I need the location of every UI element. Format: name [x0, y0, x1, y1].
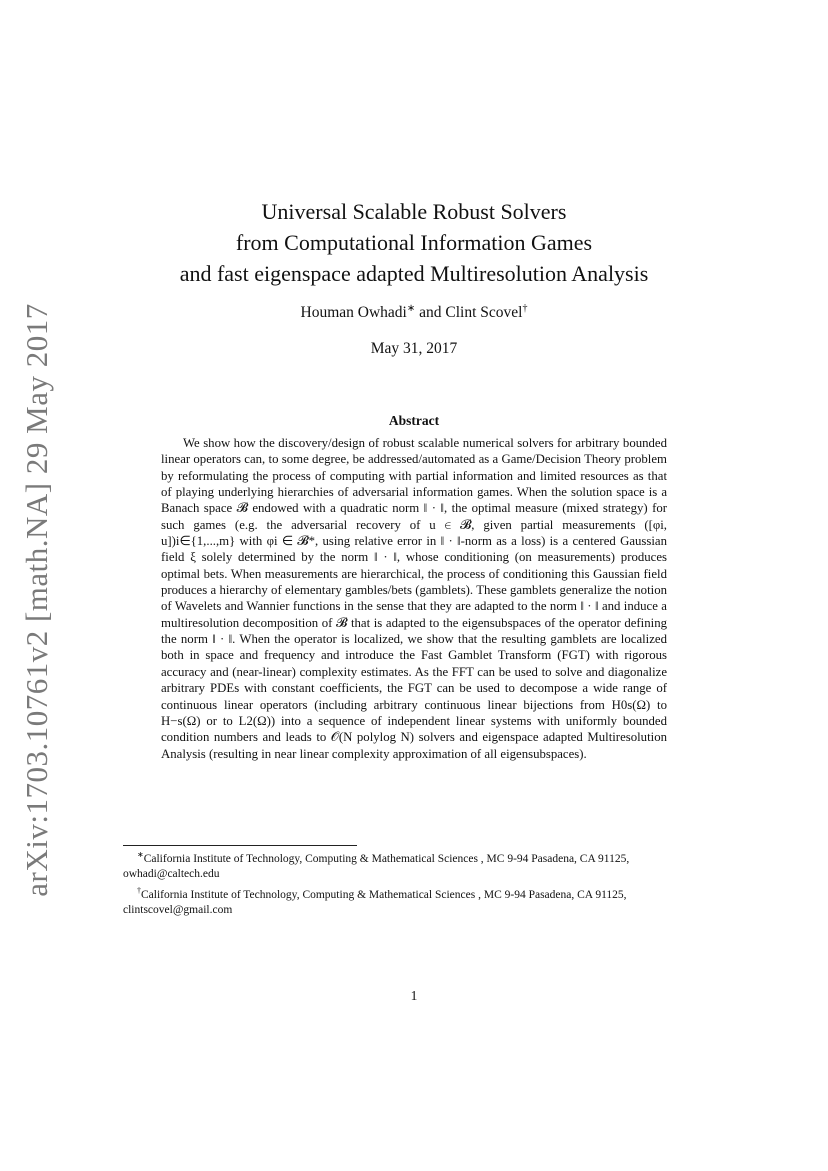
footnote-mark: †	[137, 886, 141, 896]
abstract-paragraph: We show how the discovery/design of robust scalable numerical solvers for arbitrary bounded linear operators can, to some degree, be addressed/automated as a Game/Decision Theory problem by reformulating the process of computing with partial information and limited resources as that of playing underlying hierarchies of adversarial information games. When the solution space is a Banach space 𝓑 endowed with a quadratic norm ‖ · ‖, the optimal measure (mixed strategy) for such games (e.g. the adversarial recovery of u ∈ 𝓑, given partial measurements ([φi, u])i∈{1,...,m} with φi ∈ 𝓑*, using relative error in ‖ · ‖-norm as a loss) is a centered Gaussian field ξ solely determined by the norm ‖ · ‖, whose conditioning (on measurements) produces optimal bets. When measurements are hierarchical, the process of conditioning this Gaussian field produces a hierarchy of elementary gambles/bets (gamblets). These gamblets generalize the notion of Wavelets and Wannier functions in the sense that they are adapted to the norm ‖ · ‖ and induce a multiresolution decomposition of 𝓑 that is adapted to the eigensubspaces of the operator defining the norm ‖ · ‖. When the operator is localized, we show that the resulting gamblets are localized both in space and frequency and introduce the Fast Gamblet Transform (FGT) with rigorous accuracy and (near-linear) complexity estimates. As the FFT can be used to solve and diagonalize arbitrary PDEs with constant coefficients, the FGT can be used to decompose a wide range of continuous linear operators (including arbitrary continuous linear bijections from H0s(Ω) to H−s(Ω) or to L2(Ω)) into a sequence of independent linear systems with uniformly bounded condition numbers and leads to 𝒪(N polylog N) solvers and eigenspace adapted Multiresolution Analysis (resulting in near linear complexity approximation of all eigensubspaces).	[161, 436, 667, 761]
arxiv-sidebar-stamp	[14, 300, 60, 900]
title-line-2: from Computational Information Games	[235, 230, 593, 255]
footnotes	[123, 847, 705, 919]
paper-title	[0, 196, 828, 289]
title-line-1: Universal Scalable Robust Solvers	[261, 199, 567, 224]
page-number: 1	[410, 988, 418, 1003]
footnote-mark: ∗	[137, 850, 144, 859]
author-scovel: Clint Scovel	[445, 304, 523, 322]
author-scovel-mark: †	[522, 303, 528, 314]
title-line-3: and fast eigenspace adapted Multiresolution Analysis	[179, 261, 649, 286]
author-list	[0, 303, 828, 322]
author-separator: and	[415, 304, 446, 322]
author-owhadi: Houman Owhadi	[300, 304, 407, 322]
footnote-divider	[123, 845, 357, 846]
footnote-text: California Institute of Technology, Computing & Mathematical Sciences , MC 9-94 Pasadena, CA 91125, clintscovel@gmail.com	[123, 888, 627, 917]
arxiv-identifier: arXiv:1703.10761v2 [math.NA] 29 May 2017	[19, 303, 54, 897]
footnote-scovel	[123, 883, 705, 919]
footnote-owhadi	[123, 847, 705, 883]
footnote-text: California Institute of Technology, Computing & Mathematical Sciences , MC 9-94 Pasadena, CA 91125, owhadi@caltech.edu	[123, 852, 630, 881]
abstract-text	[161, 435, 667, 762]
abstract-heading: Abstract	[388, 413, 440, 428]
author-owhadi-mark: ∗	[406, 303, 416, 314]
paper-date: May 31, 2017	[370, 340, 458, 357]
